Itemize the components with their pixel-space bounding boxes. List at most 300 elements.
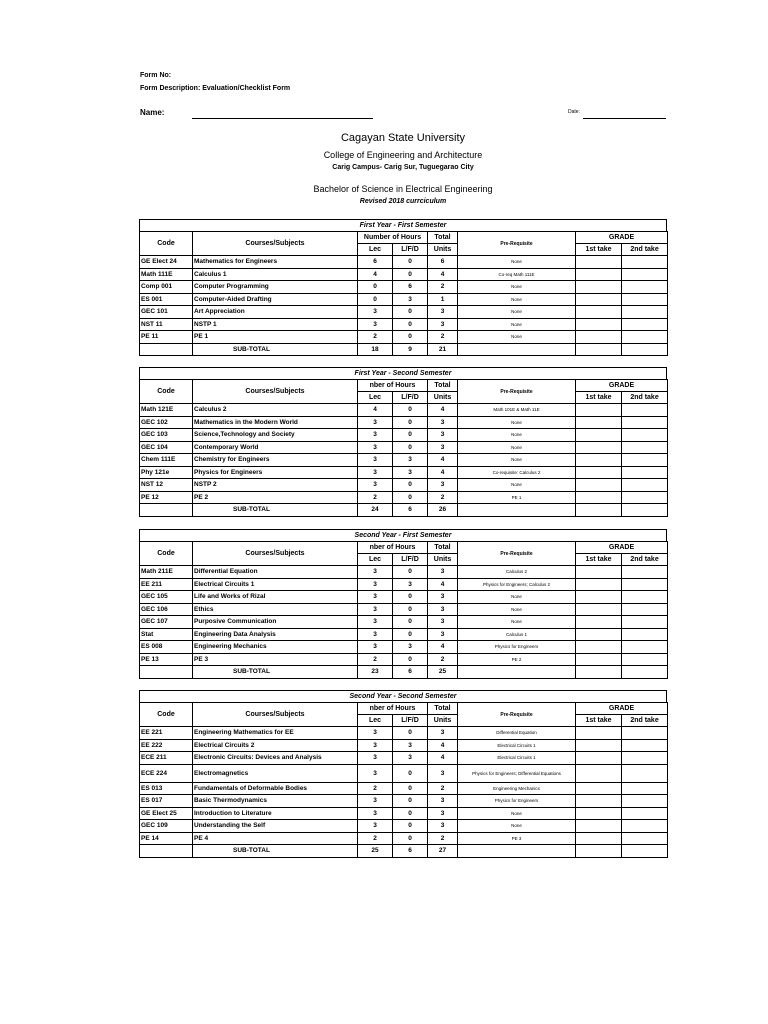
grade-1st-take[interactable] xyxy=(576,578,622,591)
lec-hours: 3 xyxy=(358,807,393,820)
subtotal-prereq-blank xyxy=(458,343,576,356)
lec-hours: 3 xyxy=(358,454,393,467)
col-header-lec: Lec xyxy=(358,554,393,566)
subtotal-grade-1st xyxy=(576,666,622,679)
lfd-hours: 0 xyxy=(393,727,428,740)
lfd-hours: 0 xyxy=(393,807,428,820)
course-title: Ethics xyxy=(193,603,358,616)
total-units: 4 xyxy=(428,739,458,752)
col-header-courses: Courses/Subjects xyxy=(193,232,358,256)
lfd-hours: 3 xyxy=(393,578,428,591)
course-code: PE 14 xyxy=(140,832,193,845)
lfd-hours: 0 xyxy=(393,591,428,604)
grade-2nd-take[interactable] xyxy=(622,795,668,808)
col-header-2nd-take: 2nd take xyxy=(622,554,668,566)
grade-1st-take[interactable] xyxy=(576,591,622,604)
col-header-courses: Courses/Subjects xyxy=(193,703,358,727)
grade-2nd-take[interactable] xyxy=(622,268,668,281)
total-units: 2 xyxy=(428,281,458,294)
lfd-hours: 0 xyxy=(393,318,428,331)
date-field[interactable] xyxy=(583,118,666,119)
grade-1st-take[interactable] xyxy=(576,603,622,616)
course-title: PE 2 xyxy=(193,491,358,504)
grade-2nd-take[interactable] xyxy=(622,628,668,641)
lfd-hours: 0 xyxy=(393,566,428,579)
lec-hours: 3 xyxy=(358,591,393,604)
lfd-hours: 0 xyxy=(393,479,428,492)
course-code: PE 13 xyxy=(140,653,193,666)
curriculum-revision: Revised 2018 currciculum xyxy=(359,198,447,205)
subtotal-row xyxy=(140,666,668,679)
col-header-lec: Lec xyxy=(358,715,393,727)
prerequisite: Physics for Engineers xyxy=(458,795,576,808)
grade-1st-take[interactable] xyxy=(576,416,622,429)
lec-hours: 3 xyxy=(358,578,393,591)
subtotal-spacer xyxy=(140,845,193,858)
grade-2nd-take[interactable] xyxy=(622,739,668,752)
name-label: Name: xyxy=(140,108,165,117)
course-row xyxy=(140,454,668,467)
col-header-lfd: L/F/D xyxy=(393,554,428,566)
grade-1st-take[interactable] xyxy=(576,404,622,417)
subtotal-lec: 25 xyxy=(358,845,393,858)
total-units: 2 xyxy=(428,331,458,344)
course-title: Contemporary World xyxy=(193,441,358,454)
col-header-units: Units xyxy=(428,715,458,727)
grade-2nd-take[interactable] xyxy=(622,454,668,467)
col-header-units: Units xyxy=(428,244,458,256)
grade-2nd-take[interactable] xyxy=(622,491,668,504)
subtotal-units: 21 xyxy=(428,343,458,356)
grade-2nd-take[interactable] xyxy=(622,441,668,454)
lec-hours: 3 xyxy=(358,603,393,616)
lec-hours: 3 xyxy=(358,466,393,479)
prerequisite: Co-requisite: Calculus 2 xyxy=(458,466,576,479)
course-title: Mathematics for Engineers xyxy=(193,256,358,269)
grade-2nd-take[interactable] xyxy=(622,653,668,666)
grade-2nd-take[interactable] xyxy=(622,479,668,492)
course-row xyxy=(140,616,668,629)
grade-1st-take[interactable] xyxy=(576,727,622,740)
col-header-grade: GRADE xyxy=(576,542,668,554)
course-row xyxy=(140,807,668,820)
lec-hours: 3 xyxy=(358,566,393,579)
semester-table xyxy=(139,702,668,858)
course-title: Calculus 2 xyxy=(193,404,358,417)
grade-1st-take[interactable] xyxy=(576,820,622,833)
lec-hours: 3 xyxy=(358,641,393,654)
form-description: Form Description: Evaluation/Checklist Form xyxy=(140,85,291,92)
semester-section xyxy=(139,367,667,517)
grade-1st-take[interactable] xyxy=(576,268,622,281)
course-row xyxy=(140,416,668,429)
prerequisite: None xyxy=(458,318,576,331)
lec-hours: 3 xyxy=(358,429,393,442)
grade-1st-take[interactable] xyxy=(576,566,622,579)
course-row xyxy=(140,441,668,454)
prerequisite: None xyxy=(458,331,576,344)
university-title: Cagayan State University xyxy=(340,132,466,144)
course-code: Comp 001 xyxy=(140,281,193,294)
subtotal-label: SUB-TOTAL xyxy=(193,845,358,858)
grade-1st-take[interactable] xyxy=(576,764,622,782)
course-code: ECE 211 xyxy=(140,752,193,765)
grade-1st-take[interactable] xyxy=(576,429,622,442)
lfd-hours: 0 xyxy=(393,820,428,833)
grade-2nd-take[interactable] xyxy=(622,603,668,616)
course-code: ES 008 xyxy=(140,641,193,654)
grade-1st-take[interactable] xyxy=(576,441,622,454)
lfd-hours: 0 xyxy=(393,616,428,629)
grade-2nd-take[interactable] xyxy=(622,807,668,820)
course-row xyxy=(140,466,668,479)
course-title: Electromagnetics xyxy=(193,764,358,782)
subtotal-grade-2nd xyxy=(622,666,668,679)
course-title: Introduction to Literature xyxy=(193,807,358,820)
col-header-prereq: Pre-Requisite xyxy=(458,703,576,727)
prerequisite: None xyxy=(458,454,576,467)
subtotal-lfd: 9 xyxy=(393,343,428,356)
course-code: EE 211 xyxy=(140,578,193,591)
grade-2nd-take[interactable] xyxy=(622,578,668,591)
grade-1st-take[interactable] xyxy=(576,807,622,820)
course-title: Purposive Communication xyxy=(193,616,358,629)
subtotal-prereq-blank xyxy=(458,666,576,679)
grade-2nd-take[interactable] xyxy=(622,318,668,331)
course-code: GEC 107 xyxy=(140,616,193,629)
lfd-hours: 0 xyxy=(393,306,428,319)
grade-1st-take[interactable] xyxy=(576,782,622,795)
grade-2nd-take[interactable] xyxy=(622,752,668,765)
lfd-hours: 0 xyxy=(393,653,428,666)
course-code: EE 222 xyxy=(140,739,193,752)
col-header-total: Total xyxy=(428,232,458,244)
col-header-grade: GRADE xyxy=(576,703,668,715)
subtotal-grade-1st xyxy=(576,845,622,858)
total-units: 4 xyxy=(428,641,458,654)
total-units: 3 xyxy=(428,820,458,833)
course-code: Math 111E xyxy=(140,268,193,281)
grade-2nd-take[interactable] xyxy=(622,256,668,269)
prerequisite: Engineering Mechanics xyxy=(458,782,576,795)
semester-table xyxy=(139,379,668,517)
prerequisite: None xyxy=(458,616,576,629)
grade-1st-take[interactable] xyxy=(576,653,622,666)
total-units: 2 xyxy=(428,832,458,845)
col-header-grade: GRADE xyxy=(576,232,668,244)
col-header-lfd: L/F/D xyxy=(393,244,428,256)
course-code: PE 11 xyxy=(140,331,193,344)
course-title: Fundamentals of Deformable Bodies xyxy=(193,782,358,795)
course-row xyxy=(140,628,668,641)
prerequisite: Physics for Engineers; Differential Equations xyxy=(458,764,576,782)
col-header-2nd-take: 2nd take xyxy=(622,244,668,256)
subtotal-row xyxy=(140,504,668,517)
col-header-total: Total xyxy=(428,542,458,554)
subtotal-label: SUB-TOTAL xyxy=(193,343,358,356)
course-code: GE Elect 24 xyxy=(140,256,193,269)
lec-hours: 3 xyxy=(358,795,393,808)
total-units: 2 xyxy=(428,653,458,666)
subtotal-grade-1st xyxy=(576,504,622,517)
grade-2nd-take[interactable] xyxy=(622,764,668,782)
grade-2nd-take[interactable] xyxy=(622,429,668,442)
lec-hours: 3 xyxy=(358,416,393,429)
grade-1st-take[interactable] xyxy=(576,616,622,629)
prerequisite: None xyxy=(458,293,576,306)
lec-hours: 2 xyxy=(358,653,393,666)
grade-2nd-take[interactable] xyxy=(622,820,668,833)
col-header-lfd: L/F/D xyxy=(393,715,428,727)
grade-2nd-take[interactable] xyxy=(622,782,668,795)
grade-2nd-take[interactable] xyxy=(622,466,668,479)
course-title: PE 1 xyxy=(193,331,358,344)
grade-2nd-take[interactable] xyxy=(622,331,668,344)
total-units: 3 xyxy=(428,416,458,429)
course-code: GEC 104 xyxy=(140,441,193,454)
grade-1st-take[interactable] xyxy=(576,256,622,269)
course-row xyxy=(140,479,668,492)
course-code: GEC 102 xyxy=(140,416,193,429)
lec-hours: 2 xyxy=(358,832,393,845)
total-units: 3 xyxy=(428,807,458,820)
total-units: 4 xyxy=(428,752,458,765)
course-row xyxy=(140,281,668,294)
total-units: 3 xyxy=(428,628,458,641)
total-units: 3 xyxy=(428,603,458,616)
lfd-hours: 0 xyxy=(393,404,428,417)
lec-hours: 2 xyxy=(358,491,393,504)
grade-1st-take[interactable] xyxy=(576,318,622,331)
col-header-prereq: Pre-Requisite xyxy=(458,232,576,256)
total-units: 3 xyxy=(428,566,458,579)
college-title: College of Engineering and Architecture xyxy=(323,150,483,160)
total-units: 2 xyxy=(428,491,458,504)
lec-hours: 4 xyxy=(358,268,393,281)
grade-1st-take[interactable] xyxy=(576,739,622,752)
program-title: Bachelor of Science in Electrical Engineering xyxy=(313,184,493,194)
course-row xyxy=(140,603,668,616)
subtotal-spacer xyxy=(140,666,193,679)
semester-title: First Year - First Semester xyxy=(139,219,667,231)
course-row xyxy=(140,331,668,344)
subtotal-spacer xyxy=(140,343,193,356)
course-title: PE 4 xyxy=(193,832,358,845)
lfd-hours: 0 xyxy=(393,256,428,269)
grade-1st-take[interactable] xyxy=(576,752,622,765)
lec-hours: 3 xyxy=(358,739,393,752)
lec-hours: 0 xyxy=(358,281,393,294)
course-code: ES 017 xyxy=(140,795,193,808)
subtotal-lec: 18 xyxy=(358,343,393,356)
course-title: Science,Technology and Society xyxy=(193,429,358,442)
col-header-courses: Courses/Subjects xyxy=(193,542,358,566)
prerequisite: None xyxy=(458,820,576,833)
grade-2nd-take[interactable] xyxy=(622,591,668,604)
semester-section xyxy=(139,529,667,679)
grade-1st-take[interactable] xyxy=(576,832,622,845)
prerequisite: Physics for Engineers xyxy=(458,641,576,654)
grade-1st-take[interactable] xyxy=(576,293,622,306)
lec-hours: 3 xyxy=(358,306,393,319)
course-row xyxy=(140,820,668,833)
lfd-hours: 3 xyxy=(393,466,428,479)
grade-1st-take[interactable] xyxy=(576,306,622,319)
lec-hours: 3 xyxy=(358,727,393,740)
course-code: ECE 224 xyxy=(140,764,193,782)
lec-hours: 4 xyxy=(358,404,393,417)
total-units: 4 xyxy=(428,404,458,417)
prerequisite: None xyxy=(458,441,576,454)
course-code: Math 211E xyxy=(140,566,193,579)
grade-2nd-take[interactable] xyxy=(622,727,668,740)
course-code: Phy 121e xyxy=(140,466,193,479)
course-code: NST 11 xyxy=(140,318,193,331)
course-row xyxy=(140,764,668,782)
total-units: 1 xyxy=(428,293,458,306)
subtotal-units: 26 xyxy=(428,504,458,517)
prerequisite: Math 101E & Math 11E xyxy=(458,404,576,417)
semester-title: First Year - Second Semester xyxy=(139,367,667,379)
col-header-lec: Lec xyxy=(358,244,393,256)
prerequisite: Co-req Math 111E xyxy=(458,268,576,281)
course-row xyxy=(140,566,668,579)
col-header-2nd-take: 2nd take xyxy=(622,392,668,404)
lfd-hours: 0 xyxy=(393,268,428,281)
col-header-2nd-take: 2nd take xyxy=(622,715,668,727)
total-units: 3 xyxy=(428,764,458,782)
course-code: GE Elect 25 xyxy=(140,807,193,820)
grade-2nd-take[interactable] xyxy=(622,641,668,654)
subtotal-grade-1st xyxy=(576,343,622,356)
lfd-hours: 0 xyxy=(393,832,428,845)
total-units: 4 xyxy=(428,578,458,591)
course-title: Calculus 1 xyxy=(193,268,358,281)
date-label: Date: xyxy=(568,109,580,115)
course-title: PE 3 xyxy=(193,653,358,666)
lec-hours: 3 xyxy=(358,820,393,833)
grade-2nd-take[interactable] xyxy=(622,832,668,845)
lec-hours: 6 xyxy=(358,256,393,269)
grade-1st-take[interactable] xyxy=(576,466,622,479)
subtotal-lec: 23 xyxy=(358,666,393,679)
col-header-hours: Number of Hours xyxy=(358,232,428,244)
course-row xyxy=(140,578,668,591)
lfd-hours: 3 xyxy=(393,293,428,306)
course-row xyxy=(140,429,668,442)
course-title: Chemistry for Engineers xyxy=(193,454,358,467)
col-header-code: Code xyxy=(140,542,193,566)
grade-2nd-take[interactable] xyxy=(622,293,668,306)
grade-1st-take[interactable] xyxy=(576,628,622,641)
course-code: Stat xyxy=(140,628,193,641)
total-units: 4 xyxy=(428,454,458,467)
course-row xyxy=(140,653,668,666)
subtotal-lec: 24 xyxy=(358,504,393,517)
col-header-lfd: L/F/D xyxy=(393,392,428,404)
course-title: Electrical Circuits 2 xyxy=(193,739,358,752)
grade-1st-take[interactable] xyxy=(576,491,622,504)
col-header-units: Units xyxy=(428,392,458,404)
name-field[interactable] xyxy=(192,118,373,119)
subtotal-label: SUB-TOTAL xyxy=(193,666,358,679)
subtotal-lfd: 6 xyxy=(393,504,428,517)
course-code: Math 121E xyxy=(140,404,193,417)
semester-section xyxy=(139,219,667,356)
course-title: Engineering Mechanics xyxy=(193,641,358,654)
course-row xyxy=(140,293,668,306)
lfd-hours: 6 xyxy=(393,281,428,294)
course-title: Mathematics in the Modern World xyxy=(193,416,358,429)
course-row xyxy=(140,782,668,795)
semester-title: Second Year - First Semester xyxy=(139,529,667,541)
prerequisite: None xyxy=(458,306,576,319)
col-header-grade: GRADE xyxy=(576,380,668,392)
subtotal-prereq-blank xyxy=(458,504,576,517)
course-row xyxy=(140,404,668,417)
col-header-units: Units xyxy=(428,554,458,566)
lec-hours: 3 xyxy=(358,764,393,782)
course-title: Differential Equation xyxy=(193,566,358,579)
grade-2nd-take[interactable] xyxy=(622,416,668,429)
col-header-lec: Lec xyxy=(358,392,393,404)
grade-2nd-take[interactable] xyxy=(622,404,668,417)
col-header-courses: Courses/Subjects xyxy=(193,380,358,404)
subtotal-prereq-blank xyxy=(458,845,576,858)
subtotal-units: 27 xyxy=(428,845,458,858)
grade-2nd-take[interactable] xyxy=(622,306,668,319)
subtotal-label: SUB-TOTAL xyxy=(193,504,358,517)
subtotal-row xyxy=(140,845,668,858)
col-header-1st-take: 1st take xyxy=(576,715,622,727)
course-title: Engineering Data Analysis xyxy=(193,628,358,641)
grade-2nd-take[interactable] xyxy=(622,616,668,629)
grade-2nd-take[interactable] xyxy=(622,281,668,294)
lfd-hours: 3 xyxy=(393,454,428,467)
grade-1st-take[interactable] xyxy=(576,795,622,808)
grade-2nd-take[interactable] xyxy=(622,566,668,579)
course-row xyxy=(140,256,668,269)
course-code: GEC 103 xyxy=(140,429,193,442)
total-units: 2 xyxy=(428,782,458,795)
subtotal-grade-2nd xyxy=(622,845,668,858)
course-code: ES 001 xyxy=(140,293,193,306)
grade-1st-take[interactable] xyxy=(576,331,622,344)
course-title: Understanding the Self xyxy=(193,820,358,833)
course-title: Electrical Circuits 1 xyxy=(193,578,358,591)
prerequisite: None xyxy=(458,281,576,294)
grade-1st-take[interactable] xyxy=(576,479,622,492)
col-header-code: Code xyxy=(140,232,193,256)
col-header-prereq: Pre-Requisite xyxy=(458,542,576,566)
prerequisite: None xyxy=(458,416,576,429)
col-header-hours: nber of Hours xyxy=(358,380,428,392)
course-title: Engineering Mathematics for EE xyxy=(193,727,358,740)
grade-1st-take[interactable] xyxy=(576,641,622,654)
semester-table xyxy=(139,231,668,356)
lec-hours: 3 xyxy=(358,479,393,492)
lfd-hours: 3 xyxy=(393,739,428,752)
total-units: 4 xyxy=(428,466,458,479)
grade-1st-take[interactable] xyxy=(576,281,622,294)
course-row xyxy=(140,591,668,604)
grade-1st-take[interactable] xyxy=(576,454,622,467)
subtotal-units: 25 xyxy=(428,666,458,679)
course-row xyxy=(140,795,668,808)
total-units: 3 xyxy=(428,727,458,740)
course-row xyxy=(140,318,668,331)
lec-hours: 3 xyxy=(358,318,393,331)
